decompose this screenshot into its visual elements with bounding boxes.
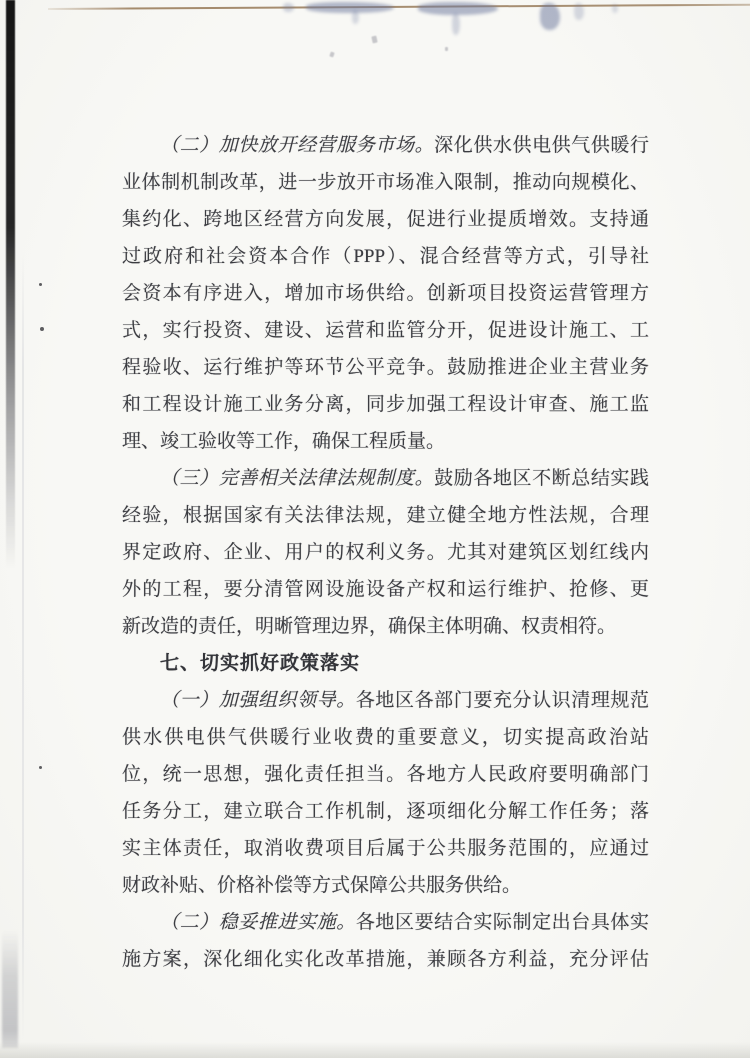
ink-bleed-smudge: [452, 13, 460, 35]
text-line: 财政补贴、价格补偿等方式保障公共服务供给。: [122, 875, 522, 896]
text-line: 外的工程，要分清管网设施设备产权和运行维护、抢修、更: [122, 579, 649, 600]
text-line: 式，实行投资、建设、运营和监管分开，促进设计施工、工: [122, 320, 649, 341]
ink-speck: [371, 36, 377, 44]
line-text: 鼓励各地区不断总结实践: [434, 468, 649, 489]
text-line: 理、竣工验收等工作，确保工程质量。: [122, 431, 446, 452]
paragraph-lead: （二）加快放开经营服务市场。: [160, 135, 435, 156]
text-line: 施方案，深化细化实化改革措施，兼顾各方利益，充分评估: [122, 949, 649, 970]
paragraph-lead: （一）加强组织领导。: [160, 690, 356, 711]
ink-speck: [39, 283, 42, 286]
text-line: 经验，根据国家有关法律法规，建立健全地方性法规，合理: [122, 505, 649, 526]
text-line: 和工程设计施工业务分离，同步加强工程设计审查、施工监: [122, 394, 649, 415]
line-text: 各地区要结合实际制定出台具体实: [355, 912, 649, 933]
ink-speck: [445, 47, 448, 51]
paragraph-lead: （二）稳妥推进实施。: [160, 912, 356, 933]
document-body: [122, 127, 649, 978]
text-line: 新改造的责任，明晰管理边界，确保主体明确、权责相符。: [122, 616, 617, 637]
text-line: 会资本有序进入，增加市场供给。创新项目投资运营管理方: [122, 283, 649, 304]
text-line: [122, 904, 649, 941]
text-line: 供水供电供气供暖行业收费的重要意义，切实提高政治站: [122, 727, 649, 748]
ink-bleed-smudge: [540, 3, 560, 30]
ink-bleed-smudge: [574, 3, 584, 20]
text-line: [122, 127, 649, 164]
text-line: [122, 682, 649, 719]
ink-speck: [329, 51, 334, 57]
scan-corner-shade: [2, 930, 18, 1048]
text-line: 实主体责任，取消收费项目后属于公共服务范围的，应通过: [122, 838, 649, 859]
text-line: 界定政府、企业、用户的权利义务。尤其对建筑区划红线内: [122, 542, 649, 563]
paper-edge-line: [48, 4, 750, 10]
scan-bottom-shade: [0, 1042, 750, 1058]
paper-crease-line: [22, 250, 24, 1040]
ink-bleed-smudge: [306, 2, 394, 13]
section-heading: 七、切实抓好政策落实: [160, 653, 361, 674]
ink-speck: [39, 766, 42, 769]
ink-speck: [40, 327, 44, 331]
text-line: 任务分工，建立联合工作机制，逐项细化分解工作任务；落: [122, 801, 649, 822]
ink-bleed-smudge: [612, 4, 618, 13]
ink-bleed-smudge: [352, 10, 359, 24]
scan-edge-shadow: [6, 0, 15, 568]
line-text: 深化供水供电供气供暖行: [434, 135, 649, 156]
ink-bleed-smudge: [418, 2, 498, 15]
line-text: 各地区各部门要充分认识清理规范: [355, 690, 649, 711]
ink-bleed-smudge: [283, 3, 294, 12]
text-line: 业体制机制改革，进一步放开市场准入限制，推动向规模化、: [122, 172, 649, 193]
text-line: 过政府和社会资本合作（PPP）、混合经营等方式，引导社: [122, 246, 649, 267]
text-line: 程验收、运行维护等环节公平竞争。鼓励推进企业主营业务: [122, 357, 649, 378]
text-line: [122, 460, 649, 497]
text-line: 集约化、跨地区经营方向发展，促进行业提质增效。支持通: [122, 209, 649, 230]
text-line: 位，统一思想，强化责任担当。各地方人民政府要明确部门: [122, 764, 649, 785]
paragraph-lead: （三）完善相关法律法规制度。: [160, 468, 435, 489]
